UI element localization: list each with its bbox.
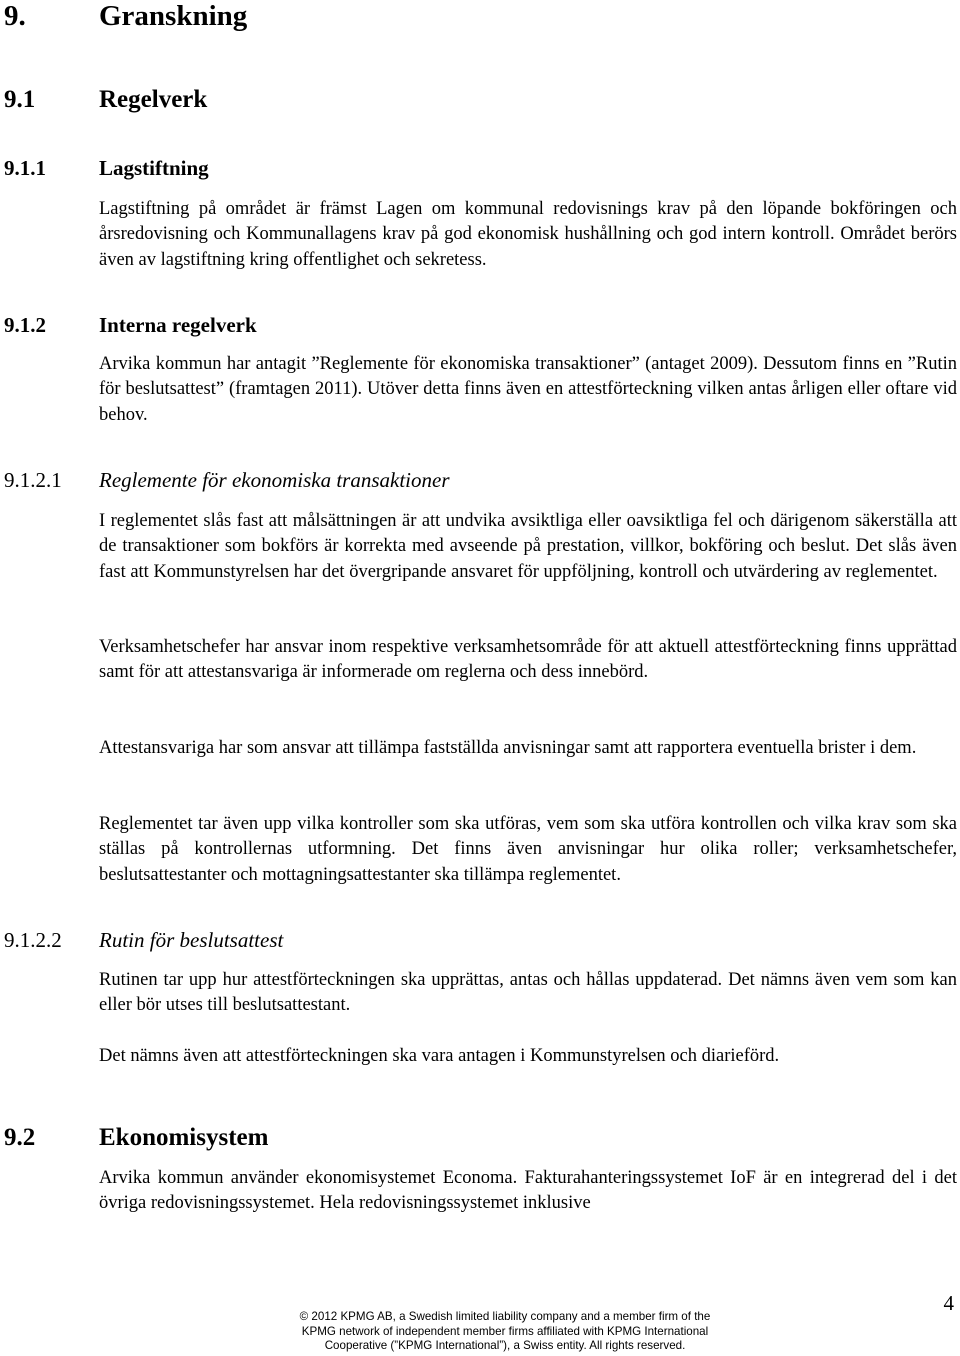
section-number: 9.1.2.1 — [4, 468, 62, 492]
body-paragraph: Det nämns även att attestförteckningen ska vara antagen i Kommunstyrelsen och diarieförd. — [99, 1046, 780, 1066]
section-number: 9. — [4, 0, 26, 32]
section-title: Ekonomisystem — [99, 1124, 269, 1151]
footer-line: Cooperative (”KPMG International”), a Swiss entity. All rights reserved. — [324, 1339, 686, 1352]
footer-line: KPMG network of independent member firms affiliated with KPMG International — [301, 1324, 709, 1338]
body-paragraph: Lagstiftning på området är främst Lagen om kommunal redovisnings krav på den löpande bokföringen och årsredovisning och Kommunallagens krav på god ekonomisk hushållning och god intern kontroll. Området berörs även av lagstiftning kring offentlighet och sekretess. — [99, 199, 957, 270]
section-title: Rutin för beslutsattest — [99, 928, 284, 952]
body-paragraph: Rutinen tar upp hur attestförteckningen ska upprättas, antas och hållas uppdaterad. Det nämns även vem som kan eller bör utses till beslutsattestant. — [99, 970, 957, 1016]
body-paragraph: Verksamhetschefer har ansvar inom respektive verksamhetsområde för att aktuell attestförteckning finns upprättad samt för att attestansvariga är informerade om reglerna och dess innebörd. — [99, 637, 957, 683]
footer-copyright — [255, 1310, 755, 1354]
section-number: 9.1 — [4, 86, 36, 113]
footer-line: © 2012 KPMG AB, a Swedish limited liability company and a member firm of the — [299, 1310, 711, 1323]
body-paragraph: Arvika kommun använder ekonomisystemet Economa. Fakturahanteringssystemet IoF är en integrerad del i det övriga redovisningssystemet. Hela redovisningssystemet inklusive — [99, 1168, 957, 1214]
section-number: 9.1.1 — [4, 156, 46, 180]
section-title: Reglemente för ekonomiska transaktioner — [99, 468, 450, 492]
section-title: Lagstiftning — [99, 156, 209, 180]
body-paragraph: I reglementet slås fast att målsättningen är att undvika avsiktliga eller oavsiktliga fel och därigenom säkerställa att de transaktioner som bokförs är korrekta med avseende på prestation, villkor, bokföring och beslut. Det slås även fast att Kommunstyrelsen har det övergripande ansvaret för uppföljning, kontroll och utvärdering av reglementet. — [99, 511, 957, 582]
body-paragraph: Attestansvariga har som ansvar att tillämpa fastställda anvisningar samt att rapportera eventuella brister i dem. — [99, 738, 917, 758]
section-number: 9.1.2.2 — [4, 928, 62, 952]
section-title: Interna regelverk — [99, 313, 257, 337]
body-paragraph: Reglementet tar även upp vilka kontroller som ska utföras, vem som ska utföra kontrollen och vilka krav som ska ställas på kontrollernas utformning. Det finns även anvisningar hur olika roller; verksamhetschefer, beslutsattestanter och mottagningsattestanter ska tillämpa reglementet. — [99, 814, 957, 885]
section-number: 9.2 — [4, 1124, 36, 1151]
section-number: 9.1.2 — [4, 313, 46, 337]
section-title: Granskning — [99, 0, 248, 32]
body-paragraph: Arvika kommun har antagit ”Reglemente för ekonomiska transaktioner” (antaget 2009). Dessutom finns en ”Rutin för beslutsattest” (framtagen 2011). Utöver detta finns även en attestförteckning vilken antas årligen eller oftare vid behov. — [99, 354, 957, 425]
page-number: 4 — [943, 1291, 954, 1315]
section-title: Regelverk — [99, 86, 208, 113]
